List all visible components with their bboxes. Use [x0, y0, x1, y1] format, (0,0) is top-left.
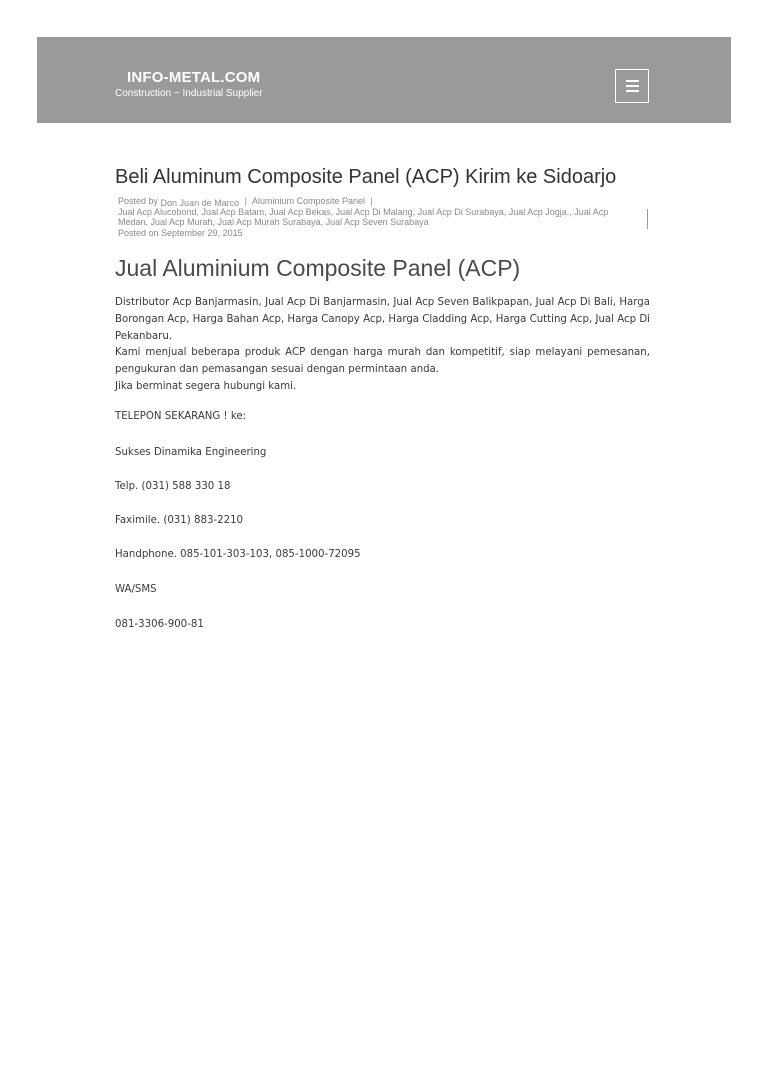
menu-bar	[626, 90, 639, 92]
fax-number: Faximile. (031) 883-2210	[115, 515, 244, 526]
body-paragraph: Jika berminat segera hubungi kami.	[115, 380, 297, 392]
handphone-numbers: Handphone. 085-101-303-103, 085-1000-72095	[115, 549, 361, 560]
section-heading: Jual Aluminium Composite Panel (ACP)	[115, 255, 521, 281]
post-date: Posted on September 29, 2015	[118, 227, 243, 238]
hamburger-menu-icon[interactable]	[615, 69, 649, 103]
telephone-number: Telp. (031) 588 330 18	[115, 481, 231, 492]
meta-separator: |	[370, 196, 373, 206]
author-link[interactable]: Don Juan de Marco	[160, 198, 240, 208]
call-now-text: TELEPON SEKARANG ! ke:	[115, 411, 247, 422]
menu-bar	[626, 80, 639, 82]
post-meta	[118, 196, 648, 238]
meta-separator: |	[244, 196, 247, 206]
wa-sms-number: 081-3306-900-81	[115, 619, 204, 630]
site-header	[37, 37, 731, 123]
company-name: Sukses Dinamika Engineering	[115, 447, 267, 458]
site-tagline: Construction ~ Industrial Supplier	[115, 88, 263, 99]
wa-sms-label: WA/SMS	[115, 584, 157, 595]
tag-list[interactable]: Jual Acp Alucobond, Jual Acp Batam, Jual Acp Bekas, Jual Acp Di Malang, Jual Acp Di Surabaya, Jual Acp Jogja., Jual Acp Medan, Jual Acp Murah, Jual Acp Murah Surabaya, Jual Acp Seven Surabaya	[118, 207, 648, 228]
body-paragraph: Distributor Acp Banjarmasin, Jual Acp Di Banjarmasin, Jual Acp Seven Balikpapan, Jual Acp Di Bali, Harga Borongan Acp, Harga Bahan Acp, Harga Canopy Acp, Harga Cladding Acp, Harga Cutting Acp, Jual Acp Di Pekanbaru.	[115, 297, 651, 342]
posted-by-label: Posted by	[118, 196, 159, 206]
category-link[interactable]: Aluminium Composite Panel	[251, 196, 366, 206]
post-title: Beli Aluminum Composite Panel (ACP) Kirim ke Sidoarjo	[115, 166, 617, 188]
body-paragraph: Kami menjual beberapa produk ACP dengan harga murah dan kompetitif, siap melayani pemesanan, pengukuran dan pemasangan sesuai dengan permintaan anda.	[115, 347, 650, 376]
menu-bar	[626, 85, 639, 87]
site-title[interactable]: INFO-METAL.COM	[127, 69, 261, 86]
article-body	[115, 295, 650, 396]
